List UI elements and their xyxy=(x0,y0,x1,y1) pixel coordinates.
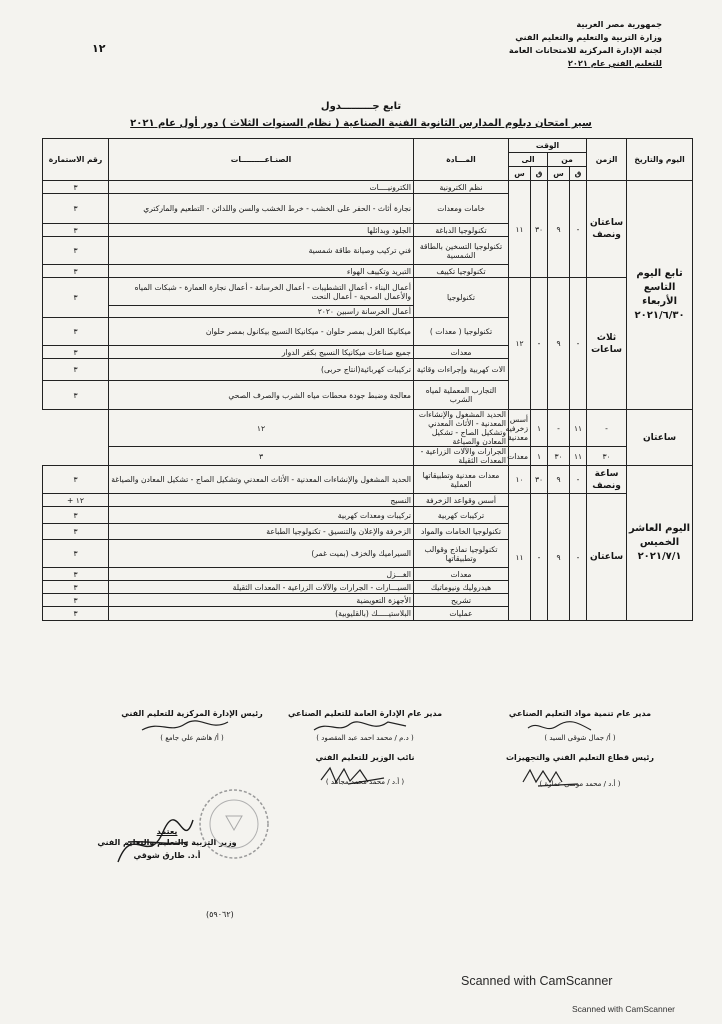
header-q: ق xyxy=(531,167,548,181)
industries-cell: الكترونيــــات xyxy=(109,181,414,194)
subject-cell: معدات xyxy=(414,346,509,359)
signature-title: وزير التربية والتعليم والتعليم الفني xyxy=(97,838,237,847)
subject-cell: تكنولوجيا نماذج وقوالب وتطبيقاتها xyxy=(414,540,509,568)
form-number-cell: ٣ xyxy=(43,318,109,346)
time-cell: ١٠ xyxy=(509,466,531,494)
industries-cell: تركيبات كهربائية(انتاج حربى) xyxy=(109,359,414,381)
duration-cell: ساعة ونصف xyxy=(587,466,627,494)
header-subject: المـــادة xyxy=(414,139,509,181)
form-number-cell: ٣ xyxy=(43,540,109,568)
subject-cell: التجارب المعملية لمياه الشرب xyxy=(414,381,509,410)
form-number-cell: ٣ xyxy=(43,194,109,224)
industries-cell: الزخرفة والإعلان والتنسيق - تكنولوجيا الطباعة xyxy=(109,524,414,540)
time-cell: - xyxy=(570,494,587,621)
subject-cell: عمليات xyxy=(414,607,509,621)
time-cell: ٩ xyxy=(548,181,570,278)
signature-scribble-icon xyxy=(525,718,595,736)
subject-cell: تكنولوجيا الخامات والمواد xyxy=(414,524,509,540)
header-time: الوقت xyxy=(509,139,587,153)
signature-title: رئيس قطاع التعليم الفني والتجهيزات xyxy=(505,753,655,762)
subject-cell: أسس زخرفيه معدنية xyxy=(509,410,531,447)
signature-title: مدير عام الإدارة العامة للتعليم الصناعي xyxy=(287,709,443,718)
subject-cell: معدات xyxy=(414,568,509,581)
table-row xyxy=(43,494,693,507)
camscanner-watermark-small: Scanned with CamScanner xyxy=(572,1004,676,1014)
duration-cell: ساعتان xyxy=(587,494,627,621)
time-cell: ٣٠ xyxy=(531,466,548,494)
subject-cell: هيدروليك ونيوماتيك xyxy=(414,581,509,594)
subject-cell: تشريح xyxy=(414,594,509,607)
minister-signature-icon xyxy=(108,812,198,874)
table-row xyxy=(43,181,693,194)
official-stamp-icon xyxy=(196,786,272,862)
time-cell: ٣٠ xyxy=(587,447,627,466)
camscanner-watermark: Scanned with CamScanner xyxy=(461,974,613,988)
header-day: اليوم والتاريخ xyxy=(627,139,693,181)
time-cell: ٩ xyxy=(548,466,570,494)
industries-cell: أعمال الخرسانة راسبين ٢٠٢٠ xyxy=(109,306,414,318)
time-cell: ٣٠ xyxy=(548,447,570,466)
industries-cell: فني تركيب وصيانة طاقة شمسية xyxy=(109,237,414,265)
signature-scribble-icon xyxy=(520,766,590,788)
form-number-cell: ٣ xyxy=(43,265,109,278)
form-number-cell: ٣ xyxy=(43,568,109,581)
form-number-cell: ٣ xyxy=(43,359,109,381)
table-row xyxy=(43,410,693,447)
duration-cell: ساعتان xyxy=(627,410,693,466)
header-form-number: رقم الاستمارة xyxy=(43,139,109,181)
time-cell: ١١ xyxy=(570,447,587,466)
industries-cell: تركيبات ومعدات كهربية xyxy=(109,507,414,524)
time-cell: ١ xyxy=(531,447,548,466)
form-number-cell: ٣ xyxy=(43,524,109,540)
industries-cell: الغـــزل xyxy=(109,568,414,581)
signature-name: ( د.م / محمد احمد عبد المقصود ) xyxy=(316,734,414,742)
subject-cell: الات كهربية وإجراءات وقائية xyxy=(414,359,509,381)
signature-scribble-icon xyxy=(310,716,410,736)
form-number-cell: ٣ xyxy=(109,447,414,466)
subject-cell: خامات ومعدات xyxy=(414,194,509,224)
industries-cell: البلاستيـــــك (بالقليوبية) xyxy=(109,607,414,621)
time-cell: - xyxy=(587,410,627,447)
form-number-cell: ٣ xyxy=(43,607,109,621)
duration-cell: ثلاث ساعات xyxy=(587,278,627,410)
header-duration: الزمن xyxy=(587,139,627,181)
industries-cell: النسيج xyxy=(109,494,414,507)
approval-label: يعتمد xyxy=(156,827,178,836)
form-number-cell: ١٢ xyxy=(109,410,414,447)
header-q: ق xyxy=(570,167,587,181)
industries-cell: ميكانيكا الغزل بمصر حلوان - ميكانيكا النسيج بيكانول بمصر حلوان xyxy=(109,318,414,346)
subject-cell: أسس وقواعد الزخرفة xyxy=(414,494,509,507)
form-number-cell: ١٢ + xyxy=(43,494,109,507)
header-from: من xyxy=(548,153,587,167)
industries-cell: الجرارات والآلات الزراعية - المعدات الثقيلة xyxy=(414,447,509,466)
time-cell: ٩ xyxy=(548,494,570,621)
signature-name: ( أ/ جمال شوقى السيد ) xyxy=(544,734,616,742)
time-cell: ٩ xyxy=(548,278,570,410)
time-cell: - xyxy=(531,278,548,410)
time-cell: ٣٠ xyxy=(531,181,548,278)
form-number-cell: ٣ xyxy=(43,237,109,265)
form-number-cell: ٣ xyxy=(43,224,109,237)
form-number-cell: ٣ xyxy=(43,507,109,524)
day-cell: اليوم العاشر الخميس ٢٠٢١/٧/١ xyxy=(627,466,693,621)
signature-name: ( أ.د / محمد محمد مجاهد ) xyxy=(325,778,405,786)
stamp-number: (٥٩٠٦٢) xyxy=(206,910,234,919)
header-s: س xyxy=(509,167,531,181)
page-number: ١٢ xyxy=(92,42,106,55)
signature-title: رئيس الإدارة المركزية للتعليم الفني xyxy=(121,709,263,718)
industries-cell: الحديد المشغول والإنشاءات المعدنية - الأثاث المعدني وتشكيل الصاج - تشكيل المعادن والصياغة xyxy=(109,466,414,494)
signature-title: مدير عام تنمية مواد التعليم الصناعي xyxy=(508,709,652,718)
table-row xyxy=(43,447,693,466)
signature-scribble-icon xyxy=(140,718,230,736)
subject-cell: تكنولوجيا تكييف xyxy=(414,265,509,278)
form-number-cell: ٣ xyxy=(43,346,109,359)
table-subtitle: سير امتحان دبلوم المدارس الثانوية الفنية الصناعية ( نظام السنوات الثلاث ) دور أول عام ٢٠٢١ xyxy=(130,118,592,129)
industries-cell: السيـــارات - الجرارات والآلات الزراعية - المعدات الثقيلة xyxy=(109,581,414,594)
duration-cell: ساعتان ونصف xyxy=(587,181,627,278)
industries-cell: أعمال البناء - أعمال التشطيبات - أعمال الخرسانة - أعمال نجارة العمارة - شبكات المياه والأعمال الصحية - أعمال النحت xyxy=(109,278,414,306)
industries-cell: الأجهزة التعويضية xyxy=(109,594,414,607)
subject-cell: تكنولوجيا xyxy=(414,278,509,318)
subject-cell: معدات معدنية وتطبيقاتها العملية xyxy=(414,466,509,494)
form-number-cell: ٣ xyxy=(43,181,109,194)
time-cell: - xyxy=(570,278,587,410)
form-number-cell: ٣ xyxy=(43,581,109,594)
day-cell: تابع اليوم التاسع الأربعاء ٢٠٢١/٦/٣٠ xyxy=(627,181,693,410)
signature-name: أ.د. طارق شوقي xyxy=(133,851,201,860)
signature-name: ( أ/ هاشم علي جامع ) xyxy=(160,734,224,742)
signature-name: ( أ.د / محمد موسى عمارة ) xyxy=(539,780,621,788)
time-cell: ١١ xyxy=(509,181,531,278)
form-number-cell: ٣ xyxy=(43,278,109,318)
industries-cell: الجلود وبدائلها xyxy=(109,224,414,237)
table-title: تابع جـــــــــدول xyxy=(320,101,402,112)
exam-schedule-table xyxy=(42,138,693,621)
time-cell: ١١ xyxy=(570,410,587,447)
time-cell: ١ xyxy=(531,410,548,447)
industries-cell: معالجة وضبط جودة محطات مياه الشرب والصرف الصحي xyxy=(109,381,414,410)
subject-cell: تكنولوجيا ( معدات ) xyxy=(414,318,509,346)
table-row xyxy=(43,466,693,494)
industries-cell: الحديد المشغول والإنشاءات المعدنية - الأثاث المعدني وتشكيل الصاج - تشكيل المعادن والصياغة xyxy=(414,410,509,447)
header-to: الى xyxy=(509,153,548,167)
subject-cell: تركيبات كهربية xyxy=(414,507,509,524)
time-cell: ١١ xyxy=(509,494,531,621)
header-s: س xyxy=(548,167,570,181)
signature-title: نائب الوزير للتعليم الفني xyxy=(315,753,415,762)
time-cell: - xyxy=(531,494,548,621)
time-cell: ١٢ xyxy=(509,278,531,410)
header-line: جمهورية مصر العربية xyxy=(576,19,662,29)
subject-cell: نظم الكترونية xyxy=(414,181,509,194)
industries-cell: نجارة أثاث - الحفر على الخشب - خرط الخشب والسن واللدائن - التطعيم والماركتري xyxy=(109,194,414,224)
table-row xyxy=(43,278,693,306)
industries-cell: التبريد وتكييف الهواء xyxy=(109,265,414,278)
form-number-cell: ٣ xyxy=(43,594,109,607)
header-line: لجنة الإدارة المركزية للامتحانات العامة xyxy=(508,45,662,55)
subject-cell: تكنولوجيا الدباغة xyxy=(414,224,509,237)
time-cell: - xyxy=(570,466,587,494)
time-cell: - xyxy=(548,410,570,447)
header-industries: الصنـاعـــــــــات xyxy=(109,139,414,181)
industries-cell: جميع صناعات ميكانيكا النسيج بكفر الدوار xyxy=(109,346,414,359)
subject-cell: معدات xyxy=(509,447,531,466)
time-cell: - xyxy=(570,181,587,278)
subject-cell: تكنولوجيا التسخين بالطاقة الشمسية xyxy=(414,237,509,265)
ministry-header xyxy=(482,18,662,70)
form-number-cell: ٣ xyxy=(43,466,109,494)
form-number-cell: ٣ xyxy=(43,381,109,410)
header-line: وزارة التربية والتعليم والتعليم الفني xyxy=(515,32,662,42)
header-line: للتعليم الفني عام ٢٠٢١ xyxy=(567,58,662,68)
signature-scribble-icon xyxy=(318,764,388,786)
industries-cell: السيراميك والخزف (بميت غمر) xyxy=(109,540,414,568)
